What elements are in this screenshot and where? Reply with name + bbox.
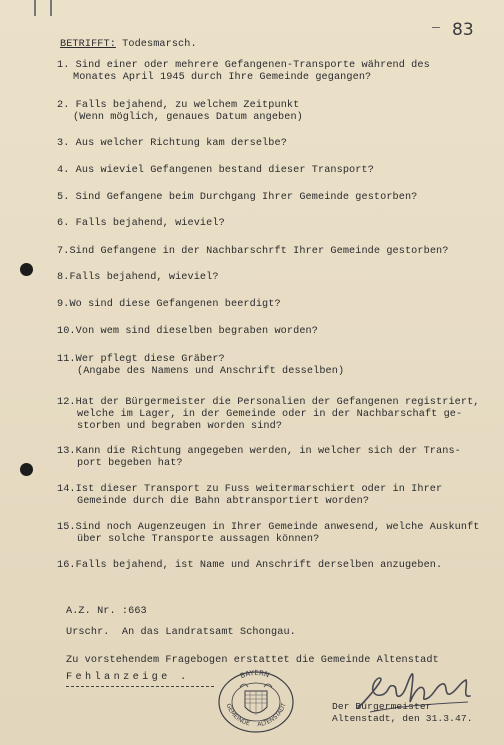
question-14: 14.Ist dieser Transport zu Fuss weitermarschiert oder in Ihrer (57, 484, 443, 495)
question-3: 3. Aus welcher Richtung kam derselbe? (57, 138, 287, 149)
question-2: 2. Falls bejahend, zu welchem Zeitpunkt (57, 100, 300, 111)
punch-hole-icon (20, 263, 33, 276)
subject-title: Todesmarsch. (122, 39, 197, 50)
page-number: 83 (452, 20, 474, 40)
question-11: 11.Wer pflegt diese Gräber? (57, 354, 225, 365)
question-15-line-2: über solche Transporte aussagen können? (77, 534, 320, 545)
subject-label: BETRIFFT: (60, 39, 116, 50)
question-2-line-2: (Wenn möglich, genaues Datum angeben) (73, 112, 303, 123)
question-12-line-2: welche im Lager, in der Gemeinde oder in der Nachbarschaft ge- (77, 409, 463, 420)
question-16: 16.Falls bejahend, ist Name und Anschrift derselben anzugeben. (57, 560, 443, 571)
question-14-line-2: Gemeinde durch die Bahn abtransportiert worden? (77, 496, 370, 507)
svg-text:ALTENSTADT: ALTENSTADT (256, 702, 288, 729)
recipient-line: Urschr. An das Landratsamt Schongau. (66, 627, 296, 638)
report-underline (66, 686, 214, 687)
question-8: 8.Falls bejahend, wieviel? (57, 272, 219, 283)
question-12-line-3: storben und begraben worden sind? (77, 421, 283, 432)
state-seal-icon (214, 667, 298, 733)
question-1-line-2: Monates April 1945 durch Ihre Gemeinde gegangen? (73, 72, 372, 83)
question-10: 10.Von wem sind dieselben begraben worden? (57, 326, 318, 337)
question-5: 5. Sind Gefangene beim Durchgang Ihrer Gemeinde gestorben? (57, 192, 418, 203)
question-13: 13.Kann die Richtung angegeben werden, in welcher sich der Trans- (57, 446, 461, 457)
statement-line: Zu vorstehendem Fragebogen erstattet die Gemeinde Altenstadt (66, 655, 439, 666)
question-6: 6. Falls bejahend, wieviel? (57, 218, 225, 229)
svg-text:BAYERN: BAYERN (239, 668, 271, 681)
question-4: 4. Aus wieviel Gefangenen bestand dieser Transport? (57, 165, 374, 176)
signatory-title: Der Bürgermeister (332, 701, 432, 712)
question-1: 1. Sind einer oder mehrere Gefangenen-Transporte während des (57, 60, 430, 71)
subject-line (60, 39, 197, 51)
page-number-dash: — (432, 20, 440, 35)
report-fehlanzeige: Fehlanzeige . (66, 672, 190, 683)
az-number: A.Z. Nr. :663 (66, 606, 147, 617)
question-15: 15.Sind noch Augenzeugen in Ihrer Gemeinde anwesend, welche Auskunft (57, 522, 480, 533)
svg-text:GEMEINDE: GEMEINDE (224, 702, 251, 728)
question-13-line-2: port begeben hat? (77, 458, 183, 469)
question-9: 9.Wo sind diese Gefangenen beerdigt? (57, 299, 281, 310)
edge-marks (34, 0, 52, 16)
place-date: Altenstadt, den 31.3.47. (332, 713, 473, 724)
question-7: 7.Sind Gefangene in der Nachbarschrft Ihrer Gemeinde gestorben? (57, 246, 449, 257)
punch-hole-icon (20, 463, 33, 476)
question-11-line-2: (Angabe des Namens und Anschrift desselben) (77, 366, 345, 377)
question-12: 12.Hat der Bürgermeister die Personalien der Gefangenen registriert, (57, 397, 480, 408)
